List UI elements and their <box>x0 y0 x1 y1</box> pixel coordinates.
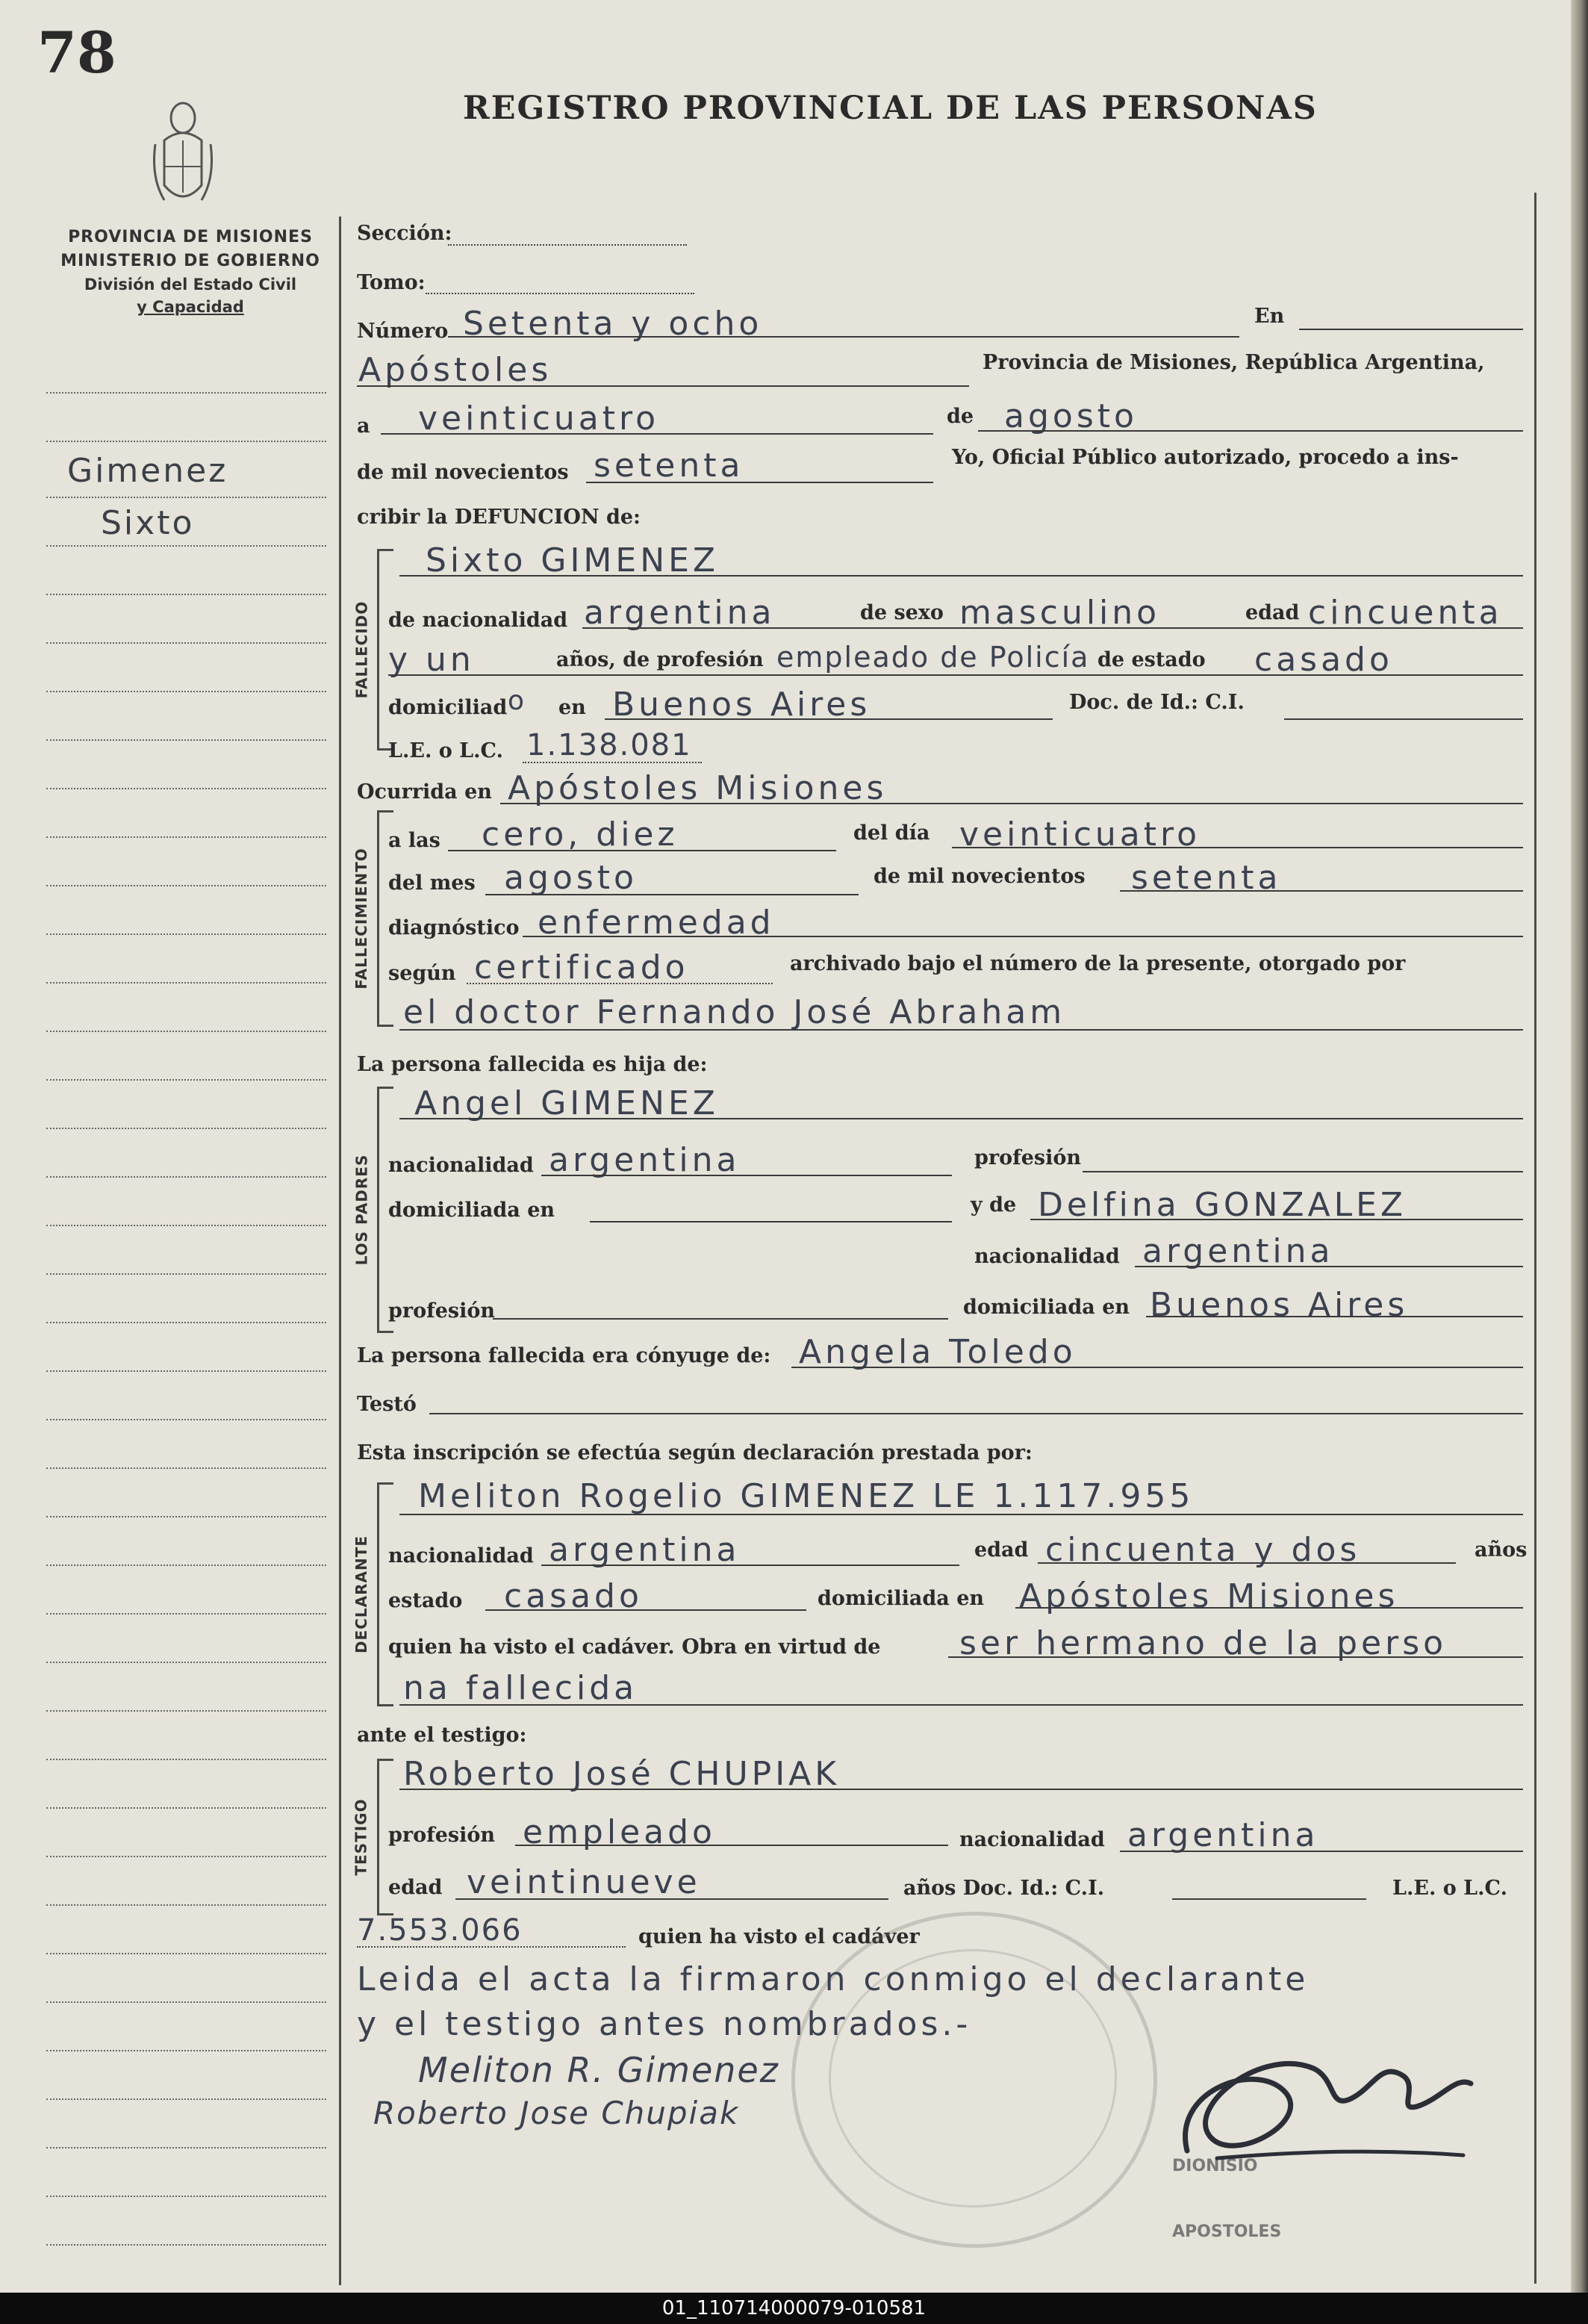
label-conyuge: La persona fallecida era cónyuge de: <box>357 1344 771 1367</box>
field-line <box>523 762 702 763</box>
value-profesion: empleado de Policía <box>776 641 1090 674</box>
margin-rule <box>46 1079 326 1081</box>
bracket-padres <box>377 1087 379 1333</box>
margin-rule <box>46 836 326 838</box>
label-diagnostico: diagnóstico <box>388 916 520 939</box>
label-provincia: Provincia de Misiones, República Argentina, <box>983 351 1485 374</box>
seal-text: DIONISIO <box>1172 2157 1258 2175</box>
value-localidad: Apóstoles <box>358 351 552 389</box>
bracket-top <box>377 1087 393 1089</box>
field-line <box>500 803 1523 804</box>
label-a-las: a las <box>388 829 440 852</box>
field-line <box>399 575 1523 577</box>
label-numero: Número <box>357 320 449 343</box>
margin-rule <box>46 594 326 595</box>
field-line <box>399 1704 1523 1706</box>
bracket-top <box>377 810 393 813</box>
side-label-fallecimiento: FALLECIMIENTO <box>352 848 371 989</box>
bracket-declarante <box>377 1482 379 1706</box>
closing-line-2: y el testigo antes nombrados.- <box>357 2005 972 2043</box>
margin-rule <box>46 1128 326 1129</box>
field-line <box>1284 718 1523 720</box>
margin-rule <box>46 2001 326 2003</box>
field-line <box>1030 1219 1523 1220</box>
field-line <box>1083 1171 1523 1172</box>
field-line <box>357 385 969 387</box>
field-line <box>1146 1316 1523 1317</box>
value-dia-fallecimiento: veinticuatro <box>959 815 1201 854</box>
value-diagnostico: enfermedad <box>538 904 775 942</box>
register-title: REGISTRO PROVINCIAL DE LAS PERSONAS <box>463 90 1318 127</box>
margin-rule <box>46 441 326 442</box>
image-caption: 01_110714000079-010581 <box>0 2293 1588 2324</box>
province-name: PROVINCIA DE MISIONES <box>68 228 313 246</box>
field-line <box>541 1565 959 1566</box>
margin-rule <box>46 739 326 741</box>
value-edad-cont: y un <box>388 641 475 679</box>
bracket-bottom <box>377 1704 393 1706</box>
field-line <box>493 1318 948 1320</box>
side-label-testigo: TESTIGO <box>352 1798 370 1876</box>
value-estado: casado <box>1254 641 1393 679</box>
label-del-mes: del mes <box>388 872 476 895</box>
field-line <box>605 718 1053 720</box>
value-anio: setenta <box>594 447 744 485</box>
label-en-domicilio: en <box>558 696 586 719</box>
field-line <box>515 1845 948 1846</box>
label-tomo: Tomo: <box>357 271 426 294</box>
field-line <box>590 1221 952 1222</box>
field-line <box>485 1609 806 1611</box>
value-dia: veinticuatro <box>418 400 660 438</box>
field-line <box>467 983 773 984</box>
label-de-mil-fallecimiento: de mil novecientos <box>874 865 1086 888</box>
margin-rule <box>46 1710 326 1712</box>
value-domicilio: Buenos Aires <box>612 686 871 724</box>
margin-rule <box>46 2196 326 2197</box>
margin-rule <box>46 982 326 984</box>
signature-oficial-icon <box>1142 1979 1486 2181</box>
margin-rule <box>46 497 326 498</box>
value-anio-fallecimiento: setenta <box>1131 859 1282 897</box>
value-conyuge: Angela Toledo <box>799 1333 1077 1371</box>
value-mes-fallecimiento: agosto <box>504 859 638 897</box>
margin-rule <box>46 1273 326 1275</box>
value-obra-virtud: ser hermano de la perso <box>959 1624 1448 1662</box>
value-medico: el doctor Fernando José Abraham <box>403 993 1066 1031</box>
seal-text: APOSTOLES <box>1172 2222 1282 2241</box>
margin-rule <box>46 788 326 789</box>
margin-rule <box>46 1759 326 1760</box>
margin-rule <box>46 885 326 886</box>
signature-declarante: Meliton R. Gimenez <box>418 2050 779 2090</box>
field-line <box>791 1367 1523 1368</box>
bracket-fallecido <box>377 549 379 751</box>
issuing-agency <box>41 226 340 318</box>
value-obra-virtud-cont: na fallecida <box>403 1669 638 1707</box>
label-quien-ha-visto-testigo: quien ha visto el cadáver <box>638 1925 920 1948</box>
label-de: de <box>947 405 974 428</box>
bracket-top <box>377 1482 393 1485</box>
field-line <box>948 1656 1523 1658</box>
field-line <box>399 1118 1523 1119</box>
label-domiciliada-declarante: domiciliada en <box>818 1587 985 1610</box>
value-hora: cero, diez <box>482 815 679 854</box>
side-label-declarante: DECLARANTE <box>352 1535 370 1654</box>
value-ocurrida: Apóstoles Misiones <box>508 769 888 807</box>
label-y-de: y de <box>971 1193 1017 1217</box>
field-line <box>485 894 859 895</box>
label-archivado: archivado bajo el número de la presente, otorgado por <box>790 952 1406 975</box>
margin-rule <box>46 2098 326 2100</box>
label-profesion-padre: profesión <box>974 1146 1082 1169</box>
bracket-bottom <box>377 1025 393 1027</box>
field-line <box>429 1413 1523 1414</box>
label-anos-declarante: años <box>1475 1538 1528 1562</box>
field-line <box>1015 1607 1523 1609</box>
label-seccion: Sección: <box>357 222 452 245</box>
field-line <box>541 1175 952 1176</box>
bracket-top <box>377 549 393 551</box>
side-label-fallecido: FALLECIDO <box>352 600 370 699</box>
bracket-fallecimiento <box>377 810 379 1027</box>
field-line <box>357 1946 626 1948</box>
label-testo: Testó <box>357 1393 417 1416</box>
margin-rule <box>46 1904 326 1906</box>
label-le-lc: L.E. o L.C. <box>388 739 503 762</box>
field-line <box>448 244 687 246</box>
label-a: a <box>357 414 370 438</box>
label-edad: edad <box>1245 601 1300 624</box>
margin-rule <box>46 1516 326 1517</box>
value-edad-declarante: cincuenta y dos <box>1045 1531 1361 1569</box>
label-en: En <box>1254 305 1285 328</box>
value-domicilio-declarante: Apóstoles Misiones <box>1019 1577 1399 1615</box>
margin-rule <box>46 2050 326 2051</box>
margin-rule <box>46 1856 326 1857</box>
field-line <box>448 336 1239 338</box>
margin-rule <box>46 2147 326 2149</box>
margin-rule <box>46 1565 326 1566</box>
field-line <box>381 433 933 435</box>
binder-edge <box>1571 0 1588 2293</box>
right-divider <box>1534 193 1536 2284</box>
label-nacionalidad-padre: nacionalidad <box>388 1154 534 1177</box>
value-domiciliado-sufijo: o <box>508 686 529 716</box>
value-nacionalidad: argentina <box>584 594 776 632</box>
field-line <box>978 430 1523 432</box>
bracket-testigo <box>377 1759 379 1916</box>
label-doc-id: Doc. de Id.: C.I. <box>1069 691 1245 714</box>
side-label-padres: LOS PADRES <box>352 1154 370 1266</box>
label-hija: La persona fallecida es hija de: <box>357 1053 708 1076</box>
label-nacionalidad-madre: nacionalidad <box>974 1245 1120 1268</box>
margin-rule <box>46 1467 326 1469</box>
ministry-name: MINISTERIO DE GOBIERNO <box>60 252 320 270</box>
field-line <box>388 674 1523 676</box>
field-line <box>586 482 933 483</box>
label-anos-profesion: años, de profesión <box>556 648 764 671</box>
label-profesion-madre: profesión <box>388 1299 496 1323</box>
margin-rule <box>46 1613 326 1615</box>
margin-rule <box>46 1662 326 1663</box>
value-doc-testigo: 7.553.066 <box>357 1913 523 1948</box>
margin-rule <box>46 1031 326 1032</box>
field-line <box>1299 329 1523 330</box>
value-edad: cincuenta <box>1308 594 1503 632</box>
field-line <box>1135 1266 1523 1267</box>
margin-rule <box>46 392 326 394</box>
value-testigo: Roberto José CHUPIAK <box>403 1755 841 1793</box>
label-domiciliada-en-padre: domiciliada en <box>388 1199 555 1222</box>
coat-of-arms-icon <box>149 88 217 219</box>
label-nacionalidad-testigo: nacionalidad <box>959 1828 1105 1851</box>
value-numero: Setenta y ocho <box>463 305 763 343</box>
division-name-cont: y Capacidad <box>137 298 244 316</box>
label-esta-inscripcion: Esta inscripción se efectúa según declaración prestada por: <box>357 1441 1033 1464</box>
division-name: División del Estado Civil <box>84 276 297 293</box>
margin-rule <box>46 1953 326 1954</box>
label-yo: Yo, Oficial Público autorizado, procedo a ins- <box>952 446 1459 469</box>
value-profesion-testigo: empleado <box>523 1813 716 1851</box>
label-estado-declarante: estado <box>388 1589 463 1612</box>
label-de-mil: de mil novecientos <box>357 461 569 484</box>
value-nombre: Sixto GIMENEZ <box>426 541 720 580</box>
margin-rule <box>46 1225 326 1226</box>
margin-rule <box>46 545 326 547</box>
bracket-bottom <box>377 1331 393 1333</box>
label-de-nacionalidad: de nacionalidad <box>388 609 568 632</box>
label-edad-testigo: edad <box>388 1876 443 1899</box>
value-estado-declarante: casado <box>504 1577 643 1615</box>
value-nacionalidad-declarante: argentina <box>549 1531 741 1569</box>
value-declarante: Meliton Rogelio GIMENEZ LE 1.117.955 <box>418 1477 1195 1515</box>
field-line <box>455 1898 888 1900</box>
value-domicilio-madre: Buenos Aires <box>1150 1286 1409 1324</box>
field-line <box>399 1029 1523 1031</box>
margin-rule <box>46 1176 326 1178</box>
label-ante-testigo: ante el testigo: <box>357 1724 527 1747</box>
margin-rule <box>46 1370 326 1372</box>
label-domiciliada-en-madre: domiciliada en <box>963 1296 1130 1319</box>
margin-divider <box>339 217 341 2285</box>
label-anos-doc-testigo: años Doc. Id.: C.I. <box>903 1877 1105 1900</box>
value-le: 1.138.081 <box>526 728 692 762</box>
field-line <box>582 627 1523 629</box>
label-nacionalidad-declarante: nacionalidad <box>388 1544 534 1568</box>
field-line <box>426 293 694 294</box>
margin-surname: Gimenez <box>67 452 228 490</box>
label-le-lc-testigo: L.E. o L.C. <box>1392 1877 1507 1900</box>
label-de-sexo: de sexo <box>860 601 944 624</box>
field-line <box>1120 1851 1523 1852</box>
field-line <box>952 847 1523 848</box>
label-ocurrida: Ocurrida en <box>357 780 492 804</box>
label-cribir: cribir la DEFUNCION de: <box>357 506 641 529</box>
label-del-dia: del día <box>853 821 930 845</box>
margin-given-name: Sixto <box>101 504 195 542</box>
margin-rule <box>46 642 326 644</box>
field-line <box>448 850 836 851</box>
value-padre: Angel GIMENEZ <box>414 1084 719 1122</box>
field-line <box>1038 1562 1456 1564</box>
field-line <box>1172 1898 1366 1900</box>
margin-rule <box>46 1322 326 1323</box>
margin-rule <box>46 1419 326 1420</box>
field-line <box>399 1789 1523 1790</box>
folio-number: 78 <box>37 19 116 86</box>
value-nacionalidad-testigo: argentina <box>1127 1816 1319 1854</box>
value-sexo: masculino <box>959 594 1161 632</box>
value-mes: agosto <box>1004 397 1138 435</box>
margin-rule <box>46 1807 326 1809</box>
margin-rule <box>46 933 326 935</box>
label-de-estado: de estado <box>1097 648 1206 671</box>
field-line <box>523 936 1523 937</box>
closing-line-1: Leida el acta la firmaron conmigo el declarante <box>357 1960 1310 1998</box>
label-profesion-testigo: profesión <box>388 1824 496 1847</box>
label-domiciliad: domiciliad <box>388 696 508 719</box>
bracket-top <box>377 1759 393 1761</box>
label-segun: según <box>388 962 456 985</box>
signature-testigo: Roberto Jose Chupiak <box>373 2095 740 2131</box>
margin-rule <box>46 691 326 692</box>
value-nacionalidad-padre: argentina <box>549 1141 741 1179</box>
value-edad-testigo: veintinueve <box>467 1863 701 1901</box>
value-segun: certificado <box>474 948 689 987</box>
label-quien-ha-visto: quien ha visto el cadáver. Obra en virtud de <box>388 1635 881 1659</box>
label-edad-declarante: edad <box>974 1538 1029 1562</box>
value-nacionalidad-madre: argentina <box>1142 1232 1334 1270</box>
margin-rule <box>46 2244 326 2246</box>
field-line <box>399 1514 1523 1515</box>
value-madre: Delfina GONZALEZ <box>1038 1186 1407 1224</box>
field-line <box>1120 890 1523 892</box>
